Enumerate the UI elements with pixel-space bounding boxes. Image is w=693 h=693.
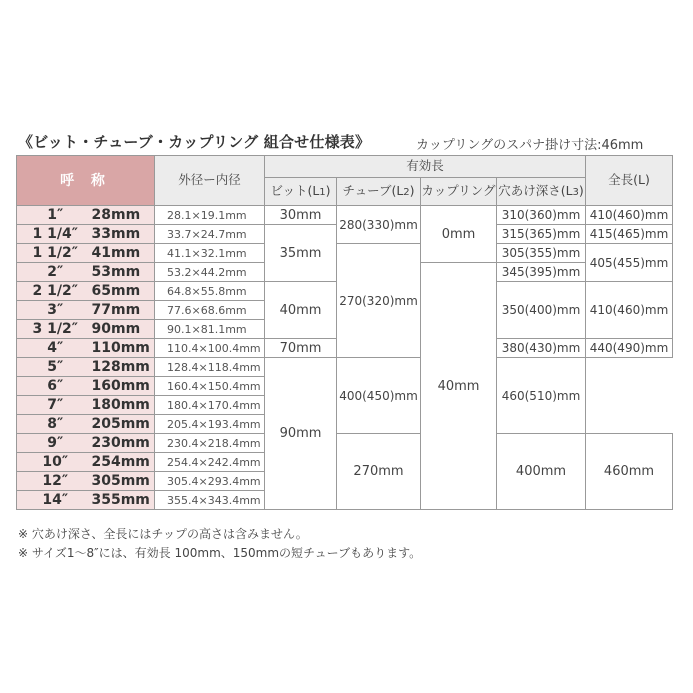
table-title: 《ビット・チューブ・カップリング 組合せ仕様表》 <box>18 133 371 151</box>
header-diameter: 外径ー内径 <box>155 156 265 206</box>
diameter-cell: 64.8×55.8mm <box>155 282 265 301</box>
size-mm: 205mm <box>86 415 155 434</box>
hole-depth-cell: 380(430)mm <box>497 339 586 358</box>
total-length-cell: 460mm <box>586 434 673 510</box>
header-tube <box>337 178 421 206</box>
header-bit-sub: 1 <box>319 187 326 198</box>
diameter-cell: 305.4×293.4mm <box>155 472 265 491</box>
total-length-cell: 460(510)mm <box>497 358 586 434</box>
header-tube-label: チューブ(L <box>342 183 404 198</box>
size-mm: 41mm <box>86 244 155 263</box>
hole-depth-cell: 400(450)mm <box>337 358 421 434</box>
size-inch: 3″ <box>17 301 86 320</box>
size-mm: 128mm <box>86 358 155 377</box>
diameter-cell: 205.4×193.4mm <box>155 415 265 434</box>
diameter-cell: 41.1×32.1mm <box>155 244 265 263</box>
size-mm: 77mm <box>86 301 155 320</box>
size-inch: 14″ <box>17 491 86 510</box>
hole-depth-cell: 310(360)mm <box>497 206 586 225</box>
footnote-2: ※ サイズ1～8″には、有効長 100mm、150mmの短チューブもあります。 <box>18 546 422 560</box>
size-mm: 53mm <box>86 263 155 282</box>
size-inch: 5″ <box>17 358 86 377</box>
size-inch: 6″ <box>17 377 86 396</box>
size-inch: 1″ <box>17 206 86 225</box>
hole-depth-cell: 305(355)mm <box>497 244 586 263</box>
diameter-cell: 128.4×118.4mm <box>155 358 265 377</box>
diameter-cell: 180.4×170.4mm <box>155 396 265 415</box>
total-length-cell: 410(460)mm <box>586 206 673 225</box>
size-mm: 28mm <box>86 206 155 225</box>
tube-length-cell: 270(320)mm <box>337 244 421 358</box>
size-inch: 1 1/2″ <box>17 244 86 263</box>
hole-depth-cell: 350(400)mm <box>497 282 586 339</box>
size-mm: 110mm <box>86 339 155 358</box>
diameter-cell: 77.6×68.6mm <box>155 301 265 320</box>
size-mm: 305mm <box>86 472 155 491</box>
hole-depth-cell: 315(365)mm <box>497 225 586 244</box>
size-inch: 3 1/2″ <box>17 320 86 339</box>
coupling-length-cell: 0mm <box>421 206 497 263</box>
diameter-cell: 160.4×150.4mm <box>155 377 265 396</box>
tube-length-cell: 270mm <box>337 434 421 510</box>
size-inch: 9″ <box>17 434 86 453</box>
header-hole-depth-close: ) <box>578 183 584 198</box>
diameter-cell: 28.1×19.1mm <box>155 206 265 225</box>
diameter-cell: 254.4×242.4mm <box>155 453 265 472</box>
header-nominal: 呼 称 <box>17 156 155 206</box>
bit-length-cell: 30mm <box>265 206 337 225</box>
total-length-cell: 405(455)mm <box>586 244 673 282</box>
spanner-size-note: カップリングのスパナ掛け寸法:46mm <box>416 138 644 153</box>
header-total-length: 全長(L) <box>586 156 673 206</box>
diameter-cell: 110.4×100.4mm <box>155 339 265 358</box>
bit-length-cell: 35mm <box>265 225 337 282</box>
bit-length-cell: 90mm <box>265 358 337 510</box>
size-inch: 7″ <box>17 396 86 415</box>
total-length-cell: 410(460)mm <box>586 282 673 339</box>
size-mm: 65mm <box>86 282 155 301</box>
size-mm: 230mm <box>86 434 155 453</box>
diameter-cell: 53.2×44.2mm <box>155 263 265 282</box>
size-mm: 254mm <box>86 453 155 472</box>
size-inch: 8″ <box>17 415 86 434</box>
header-bit-label: ビット(L <box>270 183 320 198</box>
size-mm: 33mm <box>86 225 155 244</box>
header-tube-close: ) <box>409 183 415 198</box>
header-hole-depth <box>497 178 586 206</box>
size-inch: 1 1/4″ <box>17 225 86 244</box>
bit-length-cell: 70mm <box>265 339 337 358</box>
diameter-cell: 90.1×81.1mm <box>155 320 265 339</box>
size-inch: 4″ <box>17 339 86 358</box>
header-bit-close: ) <box>325 183 331 198</box>
header-hole-depth-sub: 3 <box>572 187 579 198</box>
tube-length-cell: 280(330)mm <box>337 206 421 244</box>
header-effective-length: 有効長 <box>265 156 586 178</box>
size-mm: 160mm <box>86 377 155 396</box>
size-mm: 90mm <box>86 320 155 339</box>
size-mm: 180mm <box>86 396 155 415</box>
size-inch: 2 1/2″ <box>17 282 86 301</box>
header-coupling: カップリング <box>421 178 497 206</box>
footnote-1: ※ 穴あけ深さ、全長にはチップの高さは含みません。 <box>18 527 308 541</box>
header-tube-sub: 2 <box>403 187 410 198</box>
bit-length-cell: 40mm <box>265 282 337 339</box>
size-inch: 10″ <box>17 453 86 472</box>
total-length-cell: 415(465)mm <box>586 225 673 244</box>
hole-depth-cell: 345(395)mm <box>497 263 586 282</box>
total-length-cell: 440(490)mm <box>586 339 673 358</box>
coupling-length-cell: 40mm <box>421 263 497 510</box>
spec-table <box>16 155 673 510</box>
header-bit <box>265 178 337 206</box>
header-hole-depth-label: 穴あけ深さ(L <box>498 183 573 198</box>
diameter-cell: 33.7×24.7mm <box>155 225 265 244</box>
size-inch: 2″ <box>17 263 86 282</box>
diameter-cell: 230.4×218.4mm <box>155 434 265 453</box>
size-inch: 12″ <box>17 472 86 491</box>
size-mm: 355mm <box>86 491 155 510</box>
diameter-cell: 355.4×343.4mm <box>155 491 265 510</box>
hole-depth-cell: 400mm <box>497 434 586 510</box>
